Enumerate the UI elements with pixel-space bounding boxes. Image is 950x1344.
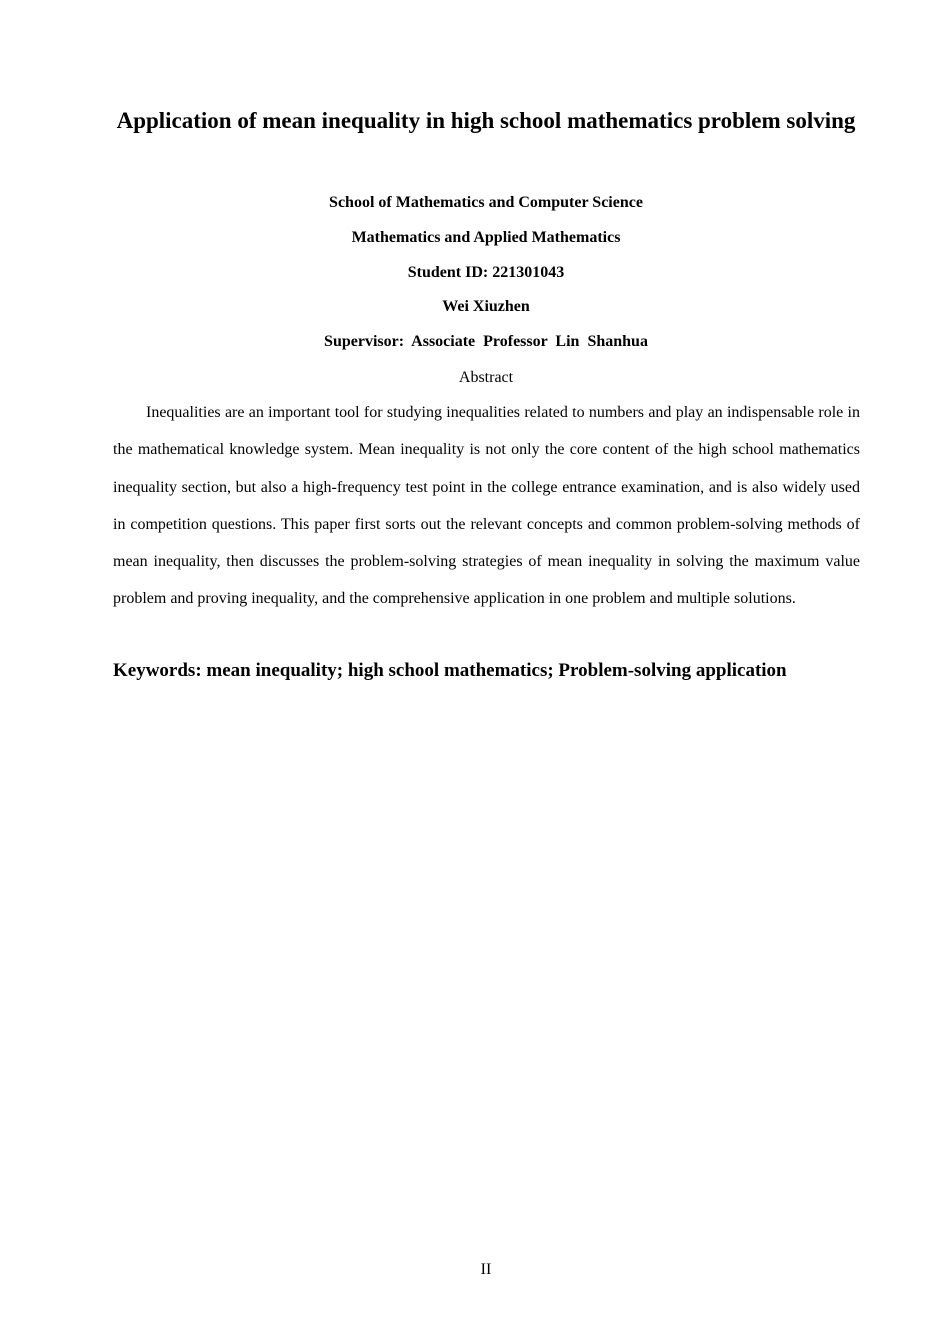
school-name: School of Mathematics and Computer Science bbox=[329, 194, 643, 211]
keywords-line: Keywords: mean inequality; high school mathematics; Problem-solving application bbox=[113, 660, 787, 681]
page-number: II bbox=[480, 1261, 492, 1278]
student-id: Student ID: 221301043 bbox=[407, 264, 565, 281]
supervisor-line: Supervisor: Associate Professor Lin Shanhua bbox=[324, 333, 648, 350]
abstract-heading: Abstract bbox=[458, 369, 514, 386]
paper-title: Application of mean inequality in high school mathematics problem solving bbox=[116, 108, 856, 133]
author-name: Wei Xiuzhen bbox=[442, 298, 530, 315]
abstract-body: Inequalities are an important tool for studying inequalities related to numbers and play an indispensable role in the mathematical knowledge system. Mean inequality is not only the core content of the high school mathematics inequality section, but also a high-frequency test point in the college entrance examination, and is also widely used in competition questions. This paper first sorts out the relevant concepts and common problem-solving methods of mean inequality, then discusses the problem-solving strategies of mean inequality in solving the maximum value problem and proving inequality, and the comprehensive application in one problem and multiple solutions. bbox=[113, 404, 860, 608]
major-name: Mathematics and Applied Mathematics bbox=[351, 229, 621, 246]
